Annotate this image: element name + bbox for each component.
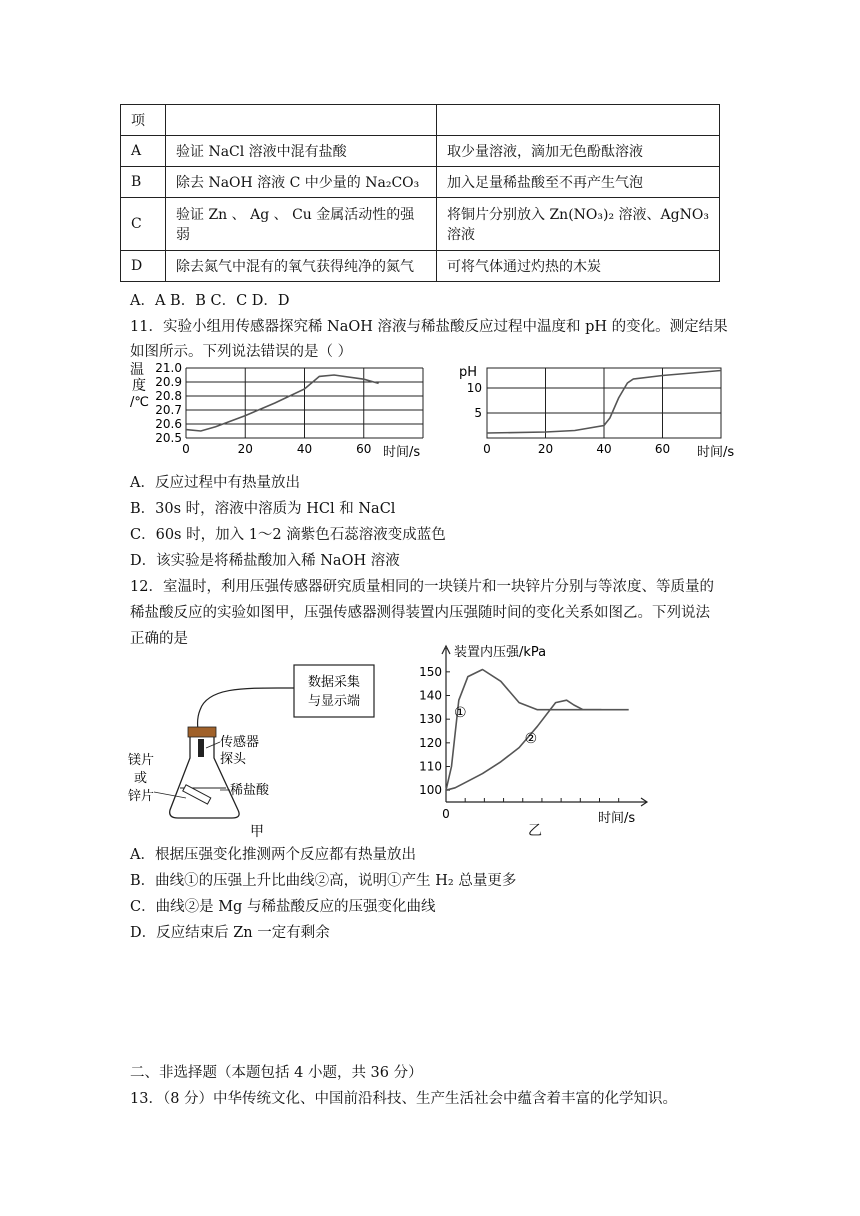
stopper bbox=[188, 727, 216, 737]
metal-label-2: 或 bbox=[134, 771, 148, 786]
table-cell-method: 可将气体通过灼热的木炭 bbox=[437, 251, 720, 282]
q10-choices: A．A B．B C．C D．D bbox=[130, 293, 290, 309]
series-label: ① bbox=[454, 704, 467, 721]
q12-option-b: B．曲线①的压强上升比曲线②高，说明①产生 H₂ 总量更多 bbox=[130, 873, 517, 889]
y-tick-label: 20.9 bbox=[155, 375, 182, 389]
y-tick-label: 20.7 bbox=[155, 403, 182, 417]
x-label: 时间/s bbox=[383, 445, 421, 460]
series-label: ② bbox=[524, 730, 538, 747]
sensor-cable bbox=[198, 688, 295, 730]
q12-stem-line3: 正确的是 bbox=[130, 631, 188, 647]
table-cell-method: 加入足量稀盐酸至不再产生气泡 bbox=[437, 167, 720, 198]
temperature-chart bbox=[128, 360, 448, 465]
table-row bbox=[121, 105, 720, 136]
x-tick-label: 0 bbox=[182, 442, 190, 456]
x-tick-label: 0 bbox=[442, 807, 450, 821]
y-tick-label: 21.0 bbox=[155, 361, 182, 375]
y-tick-label: 110 bbox=[419, 759, 442, 774]
y-tick-label: 20.6 bbox=[155, 417, 182, 431]
q11-option-d: D．该实验是将稀盐酸加入稀 NaOH 溶液 bbox=[130, 553, 400, 569]
acid-label: 稀盐酸 bbox=[230, 783, 270, 798]
y-label: 度 bbox=[132, 378, 146, 394]
q11-option-b: B．30s 时，溶液中溶质为 HCl 和 NaCl bbox=[130, 501, 396, 517]
table-cell-purpose bbox=[166, 105, 437, 136]
table-row bbox=[121, 167, 720, 198]
table-cell-method: 取少量溶液，滴加无色酚酞溶液 bbox=[437, 136, 720, 167]
figure-caption-yi: 乙 bbox=[528, 823, 542, 839]
table-cell-key: D bbox=[121, 251, 166, 282]
q11-option-a: A．反应过程中有热量放出 bbox=[130, 475, 300, 491]
y-label: /℃ bbox=[130, 395, 149, 410]
y-label: 装置内压强/kPa bbox=[454, 645, 547, 660]
ph-chart bbox=[455, 360, 755, 465]
table-row bbox=[121, 198, 720, 251]
q12-option-a: A．根据压强变化推测两个反应都有热量放出 bbox=[130, 847, 416, 863]
table-cell-key: C bbox=[121, 198, 166, 251]
pressure-chart bbox=[412, 642, 672, 842]
sensor-label-1: 传感器 bbox=[220, 735, 260, 750]
metal-label-3: 锌片 bbox=[128, 789, 155, 804]
table-row bbox=[121, 136, 720, 167]
apparatus-figure bbox=[128, 660, 388, 840]
q12-stem-line2: 稀盐酸反应的实验如图甲，压强传感器测得装置内压强随时间的变化关系如图乙。下列说法 bbox=[130, 605, 710, 621]
y-tick-label: 20.8 bbox=[155, 389, 182, 403]
x-label: 时间/s bbox=[598, 811, 636, 826]
q13-stem: 13．（8 分）中华传统文化、中国前沿科技、生产生活社会中蕴含着丰富的化学知识。 bbox=[130, 1091, 678, 1107]
metal-label-1: 镁片 bbox=[128, 753, 155, 768]
table-cell-key: A bbox=[121, 136, 166, 167]
x-tick-label: 40 bbox=[596, 442, 612, 456]
x-label: 时间/s bbox=[697, 445, 735, 460]
q12-option-c: C．曲线②是 Mg 与稀盐酸反应的压强变化曲线 bbox=[130, 899, 436, 915]
x-tick-label: 20 bbox=[237, 442, 253, 456]
table-cell-key: 项 bbox=[121, 105, 166, 136]
section2-heading: 二、非选择题（本题包括 4 小题，共 36 分） bbox=[130, 1065, 423, 1081]
options-table bbox=[120, 104, 720, 282]
y-tick-label: 140 bbox=[419, 688, 442, 703]
q11-stem-line2: 如图所示。下列说法错误的是（ ） bbox=[130, 344, 353, 360]
x-tick-label: 0 bbox=[483, 442, 491, 456]
y-tick-label: 130 bbox=[419, 712, 442, 727]
x-tick-label: 60 bbox=[654, 442, 671, 456]
y-label: pH bbox=[459, 365, 478, 380]
y-tick-label: 120 bbox=[419, 735, 442, 750]
table-cell-key: B bbox=[121, 167, 166, 198]
sensor-label-2: 探头 bbox=[220, 752, 247, 767]
q12-option-d: D．反应结束后 Zn 一定有剩余 bbox=[130, 925, 330, 941]
table-cell-method bbox=[437, 105, 720, 136]
x-tick-label: 20 bbox=[537, 442, 554, 456]
y-tick-label: 100 bbox=[419, 783, 442, 798]
y-tick-label: 150 bbox=[419, 664, 442, 679]
figure-caption-jia: 甲 bbox=[250, 824, 264, 840]
table-cell-purpose: 验证 NaCl 溶液中混有盐酸 bbox=[166, 136, 437, 167]
table-cell-method: 将铜片分别放入 Zn(NO₃)₂ 溶液、AgNO₃ 溶液 bbox=[437, 198, 720, 251]
table-cell-purpose: 验证 Zn 、 Ag 、 Cu 金属活动性的强弱 bbox=[166, 198, 437, 251]
sensor-probe bbox=[198, 739, 204, 757]
y-label: 温 bbox=[130, 362, 144, 378]
y-tick-label: 5 bbox=[474, 406, 482, 420]
box-label-2: 与显示端 bbox=[307, 694, 361, 709]
box-label-1: 数据采集 bbox=[307, 675, 361, 690]
temperature-line bbox=[186, 375, 379, 431]
y-tick-label: 20.5 bbox=[155, 431, 182, 445]
q11-stem-line1: 11．实验小组用传感器探究稀 NaOH 溶液与稀盐酸反应过程中温度和 pH 的变化。测定结果 bbox=[130, 319, 728, 335]
q12-stem-line1: 12．室温时，利用压强传感器研究质量相同的一块镁片和一块锌片分别与等浓度、等质量的 bbox=[130, 579, 714, 595]
pressure-line-1 bbox=[446, 670, 629, 791]
x-tick-label: 60 bbox=[356, 442, 372, 456]
y-tick-label: 10 bbox=[466, 381, 482, 395]
q11-option-c: C．60s 时，加入 1～2 滴紫色石蕊溶液变成蓝色 bbox=[130, 527, 446, 543]
table-cell-purpose: 除去氮气中混有的氧气获得纯净的氮气 bbox=[166, 251, 437, 282]
x-tick-label: 40 bbox=[296, 442, 313, 456]
table-row bbox=[121, 251, 720, 282]
display-box bbox=[294, 665, 374, 717]
table-cell-purpose: 除去 NaOH 溶液 C 中少量的 Na₂CO₃ bbox=[166, 167, 437, 198]
